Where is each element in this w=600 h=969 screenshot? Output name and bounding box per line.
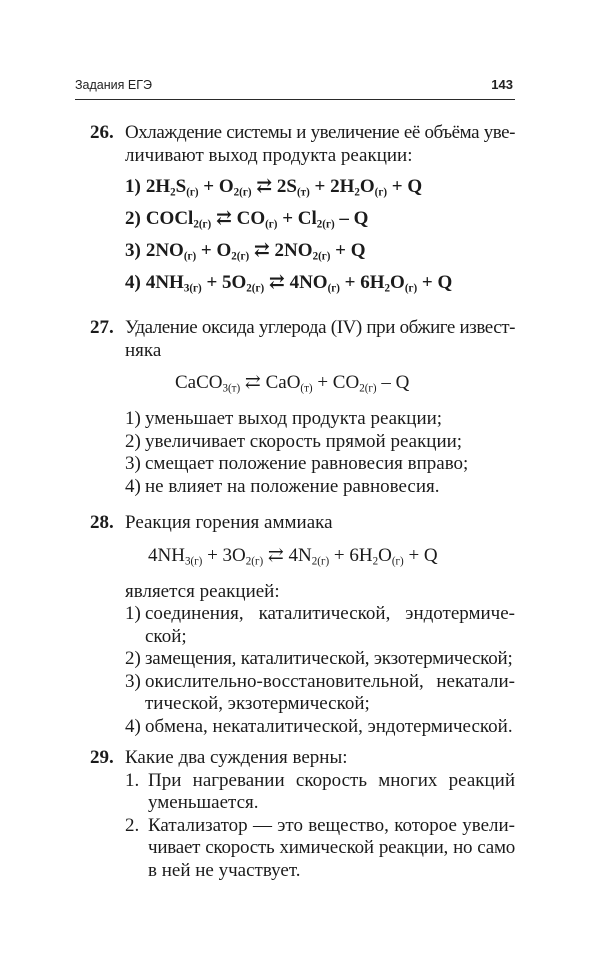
option-text-line: соединения, каталитической, эндотермиче- [145,603,515,624]
formula-text: ⇄ 4NO [264,272,328,293]
formula-text: O [378,544,392,566]
formula-subscript: 2 [354,186,360,199]
option-text [145,408,515,431]
option-text [145,671,515,716]
answer-option [125,770,515,815]
question-body [125,747,515,882]
question-28 [90,512,515,738]
formula-subscript: (г) [391,555,404,568]
question-number: 27. [90,317,114,338]
answer-option [125,671,515,716]
option-marker: 3) [125,240,141,261]
formula-text: + 2H [309,176,355,197]
option-marker: 1. [125,769,140,791]
formula-subscript: 3(г) [183,282,202,295]
option-text [145,453,515,476]
option-text [145,603,515,648]
formula-subscript: (т) [300,382,313,395]
option-text [145,648,515,671]
formula-text: 4NH [145,272,184,293]
question-text-line: Какие два суждения верны: [125,747,348,768]
formula-text: 4NH [148,544,185,566]
question-27 [90,317,515,498]
formula-subscript: 2(г) [193,218,212,231]
question-text-line: личивают выход продукта реакции: [125,144,413,166]
answer-option [125,815,515,883]
formula-text: 2H [145,176,171,197]
answer-option-equation [125,171,515,203]
formula-subscript: (г) [265,218,278,231]
answer-option-equation [125,203,515,235]
answer-options [125,408,515,498]
formula-subscript: 2(г) [231,250,250,263]
option-marker: 2) [125,430,141,452]
formula-text: + Q [403,544,438,566]
formula-subscript: (г) [327,282,340,295]
option-marker: 4) [125,272,141,293]
question-text-line: Охлаждение системы и увеличение её объёма уве- [125,122,515,143]
formula-subscript: 2 [372,555,379,568]
option-marker: 1) [125,176,141,197]
formula-text: + O [196,240,232,261]
formula-text: – Q [334,208,369,229]
answer-option-equation [125,267,515,299]
formula-subscript: (г) [183,250,197,263]
formula-subscript: 2(г) [316,218,335,231]
answer-option [125,431,515,454]
option-text-line: не влияет на положение равновесия. [145,475,440,497]
question-text-line: Удаление оксида углерода (IV) при обжиге извест- [125,317,515,338]
formula-text: + 6H [329,544,373,566]
answer-options [125,603,515,738]
option-text-line: замещения, каталитической, экзотермической; [145,648,513,669]
formula-text: S [175,176,187,197]
formula-text: + Q [417,272,453,293]
question-text-line: няка [125,339,162,361]
question-text [125,122,515,167]
option-text [148,770,515,815]
answer-option [125,453,515,476]
formula-text: CaCO [175,372,223,393]
option-text-line: При нагревании скорость многих реакций [148,769,515,791]
option-text [145,431,515,454]
question-26 [90,122,515,299]
question-text-line: Реакция горения аммиака [125,512,333,533]
question-body [125,317,515,498]
formula-text: ⇄ CaO [240,372,301,393]
formula-subscript: 2(г) [245,555,264,568]
formula-text: + Q [387,176,423,197]
formula-text: – Q [376,372,410,393]
option-text-line: ской; [145,625,187,647]
answer-option [125,603,515,648]
formula-text: 2NO [145,240,184,261]
answer-option-equation [125,235,515,267]
option-text-line: в ней не участвует. [148,859,301,881]
formula-subscript: 3(т) [222,382,241,395]
running-header-section: Задания ЕГЭ [75,78,152,92]
option-text-line: Катализатор — это вещество, которое увели- [148,814,515,836]
option-marker: 3) [125,670,141,692]
option-text-line: уменьшается. [148,792,259,813]
option-marker: 4) [125,475,141,497]
formula-text: + 6H [339,272,385,293]
answer-options [125,171,515,299]
formula-subscript: 2(г) [359,382,377,395]
option-marker: 3) [125,453,141,474]
reaction-equation [125,541,515,571]
formula-text: + CO [312,372,360,393]
formula-subscript: (г) [374,186,388,199]
formula-text: O [359,176,375,197]
option-marker: 1) [125,603,141,624]
option-text-line: тической, экзотермической; [145,693,370,714]
question-text [125,317,515,362]
option-marker: 4) [125,715,141,737]
formula-subscript: (г) [186,186,199,199]
formula-text: COCl [145,208,194,229]
option-marker: 2) [125,208,141,229]
formula-subscript: (т) [297,186,310,199]
page-number: 143 [491,77,513,92]
option-marker: 2. [125,814,140,836]
question-number: 26. [90,122,114,143]
reaction-equation [125,368,515,398]
option-text-line: увеличивает скорость прямой реакции; [145,430,463,452]
formula-subscript: 2 [384,282,391,295]
option-text [148,815,515,883]
formula-subscript: 3(г) [184,555,203,568]
formula-subscript: (г) [404,282,418,295]
formula-subscript: 2(г) [233,186,252,199]
question-text [125,747,515,770]
option-text-line: обмена, некаталитической, эндотермической. [145,715,513,737]
option-text-line: чивает скорость химической реакции, но само [148,837,515,858]
question-number: 29. [90,747,114,768]
formula-subscript: 2(г) [312,250,331,263]
formula-text: O [390,272,405,293]
question-29 [90,747,515,882]
option-text-line: окислительно-восстановительной, некатали- [145,670,515,692]
option-marker: 1) [125,408,141,429]
option-marker: 2) [125,648,141,669]
formula-text: + 3O [202,544,246,566]
formula-text: + Cl [277,208,317,229]
answer-options [125,770,515,883]
formula-text: ⇄ CO [211,208,266,229]
question-number: 28. [90,512,114,533]
formula-subscript: 2 [170,186,176,199]
formula-text: + O [198,176,234,197]
formula-subscript: 2(г) [311,555,330,568]
header-rule [75,99,515,100]
question-body [125,512,515,738]
formula-text: ⇄ 4N [263,544,312,566]
formula-text: + Q [330,240,366,261]
formula-text: + 5O [201,272,247,293]
formula-subscript: 2(г) [246,282,265,295]
option-text-line: уменьшает выход продукта реакции; [145,408,443,429]
question-text [125,512,515,535]
formula-text: ⇄ 2S [251,176,298,197]
option-text [145,476,515,499]
question-body [125,122,515,299]
answer-option [125,648,515,671]
answer-option [125,476,515,499]
option-text [145,716,515,739]
option-text-line: смещает положение равновесия вправо; [145,453,469,474]
question-intro: является реакцией: [125,580,280,602]
formula-text: ⇄ 2NO [249,240,313,261]
answer-option [125,716,515,739]
answer-option [125,408,515,431]
